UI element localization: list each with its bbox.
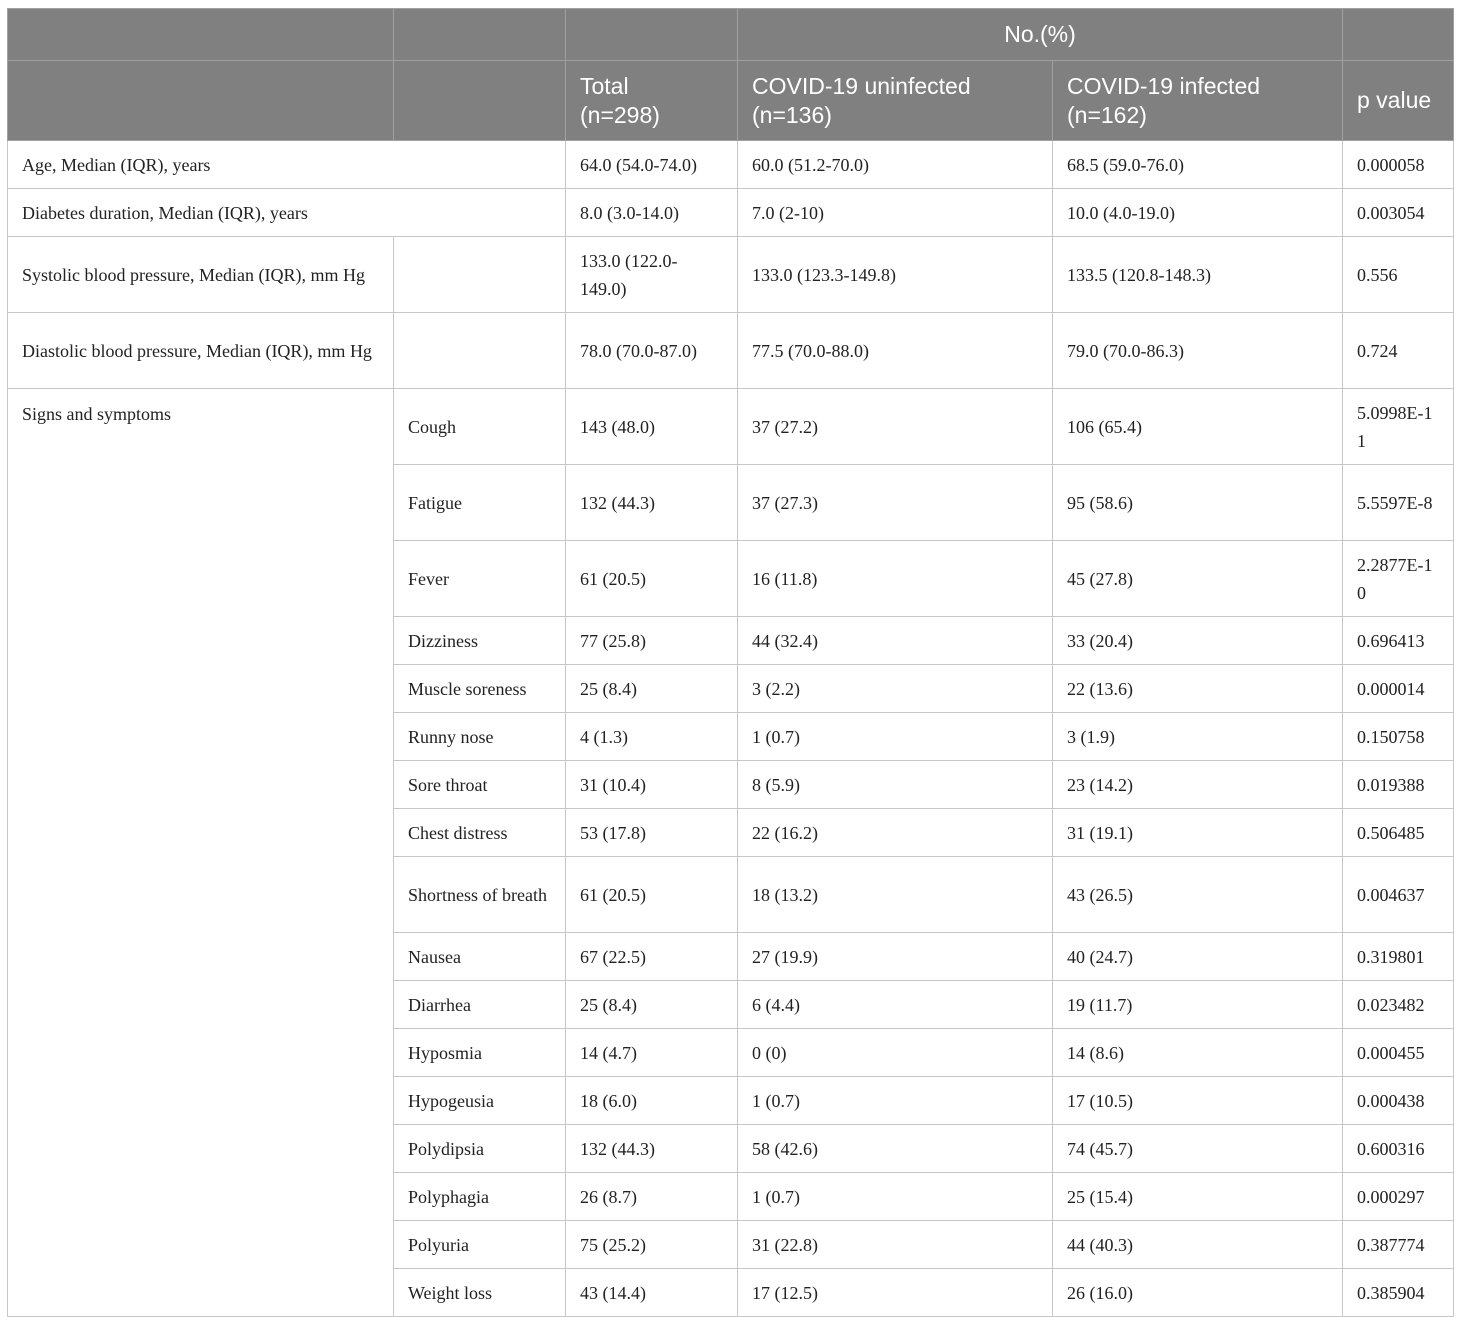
cell-infected: 22 (13.6) — [1053, 665, 1343, 713]
cell-uninfected: 60.0 (51.2-70.0) — [738, 141, 1053, 189]
cell-infected: 19 (11.7) — [1053, 981, 1343, 1029]
cell-uninfected: 8 (5.9) — [738, 761, 1053, 809]
row-label: Systolic blood pressure, Median (IQR), mm Hg — [8, 237, 394, 313]
cell-infected: 10.0 (4.0-19.0) — [1053, 189, 1343, 237]
cell-infected: 40 (24.7) — [1053, 933, 1343, 981]
symptom-label: Shortness of breath — [394, 857, 566, 933]
cell-infected: 133.5 (120.8-148.3) — [1053, 237, 1343, 313]
table-row — [8, 313, 1454, 389]
cell-blank — [394, 237, 566, 313]
table-header — [8, 9, 1454, 141]
cell-uninfected: 37 (27.3) — [738, 465, 1053, 541]
cell-infected: 68.5 (59.0-76.0) — [1053, 141, 1343, 189]
cell-infected: 23 (14.2) — [1053, 761, 1343, 809]
header-p-value: p value — [1343, 61, 1454, 141]
cell-infected: 106 (65.4) — [1053, 389, 1343, 465]
cell-infected: 95 (58.6) — [1053, 465, 1343, 541]
cell-uninfected: 0 (0) — [738, 1029, 1053, 1077]
table-row — [8, 237, 1454, 313]
header-blank — [394, 9, 566, 61]
symptom-label: Sore throat — [394, 761, 566, 809]
cell-p-value: 0.319801 — [1343, 933, 1454, 981]
cell-total: 132 (44.3) — [566, 465, 738, 541]
cell-p-value: 0.385904 — [1343, 1269, 1454, 1317]
header-total — [566, 61, 738, 141]
cell-uninfected: 18 (13.2) — [738, 857, 1053, 933]
cell-uninfected: 58 (42.6) — [738, 1125, 1053, 1173]
cell-p-value: 5.5597E-8 — [1343, 465, 1454, 541]
cell-infected: 45 (27.8) — [1053, 541, 1343, 617]
cell-uninfected: 16 (11.8) — [738, 541, 1053, 617]
cell-p-value: 0.600316 — [1343, 1125, 1454, 1173]
symptom-label: Muscle soreness — [394, 665, 566, 713]
cell-p-value: 5.0998E-11 — [1343, 389, 1454, 465]
cell-uninfected: 1 (0.7) — [738, 1077, 1053, 1125]
symptom-label: Cough — [394, 389, 566, 465]
cell-total: 4 (1.3) — [566, 713, 738, 761]
cell-p-value: 0.019388 — [1343, 761, 1454, 809]
cell-uninfected: 1 (0.7) — [738, 1173, 1053, 1221]
cell-total: 25 (8.4) — [566, 665, 738, 713]
cell-uninfected: 22 (16.2) — [738, 809, 1053, 857]
table-body — [8, 141, 1454, 1317]
cell-total: 133.0 (122.0-149.0) — [566, 237, 738, 313]
cell-uninfected: 6 (4.4) — [738, 981, 1053, 1029]
cell-p-value: 0.150758 — [1343, 713, 1454, 761]
header-infected — [1053, 61, 1343, 141]
cell-total: 31 (10.4) — [566, 761, 738, 809]
table-row — [8, 389, 1454, 465]
cell-total: 78.0 (70.0-87.0) — [566, 313, 738, 389]
cell-p-value: 0.023482 — [1343, 981, 1454, 1029]
cell-total: 61 (20.5) — [566, 857, 738, 933]
cell-total: 67 (22.5) — [566, 933, 738, 981]
cell-uninfected: 31 (22.8) — [738, 1221, 1053, 1269]
symptom-label: Chest distress — [394, 809, 566, 857]
symptom-label: Weight loss — [394, 1269, 566, 1317]
cell-infected: 74 (45.7) — [1053, 1125, 1343, 1173]
cell-total: 26 (8.7) — [566, 1173, 738, 1221]
symptom-label: Hyposmia — [394, 1029, 566, 1077]
header-uninfected-line1: COVID-19 uninfected — [752, 72, 971, 99]
cell-infected: 33 (20.4) — [1053, 617, 1343, 665]
cell-infected: 31 (19.1) — [1053, 809, 1343, 857]
header-row-columns — [8, 61, 1454, 141]
cell-total: 61 (20.5) — [566, 541, 738, 617]
cell-infected: 14 (8.6) — [1053, 1029, 1343, 1077]
cell-p-value: 2.2877E-10 — [1343, 541, 1454, 617]
cell-total: 25 (8.4) — [566, 981, 738, 1029]
header-infected-line2: (n=162) — [1067, 101, 1147, 128]
header-blank — [566, 9, 738, 61]
row-label: Diabetes duration, Median (IQR), years — [8, 189, 566, 237]
cell-p-value: 0.556 — [1343, 237, 1454, 313]
cell-infected: 25 (15.4) — [1053, 1173, 1343, 1221]
header-uninfected-line2: (n=136) — [752, 101, 832, 128]
cell-total: 14 (4.7) — [566, 1029, 738, 1077]
cell-infected: 17 (10.5) — [1053, 1077, 1343, 1125]
cell-total: 132 (44.3) — [566, 1125, 738, 1173]
cell-p-value: 0.000058 — [1343, 141, 1454, 189]
cell-infected: 26 (16.0) — [1053, 1269, 1343, 1317]
cell-total: 8.0 (3.0-14.0) — [566, 189, 738, 237]
cell-uninfected: 17 (12.5) — [738, 1269, 1053, 1317]
symptoms-group-label: Signs and symptoms — [8, 389, 394, 1317]
cell-uninfected: 7.0 (2-10) — [738, 189, 1053, 237]
cell-p-value: 0.506485 — [1343, 809, 1454, 857]
symptom-label: Runny nose — [394, 713, 566, 761]
cell-infected: 3 (1.9) — [1053, 713, 1343, 761]
data-table — [7, 8, 1454, 1317]
cell-blank — [394, 313, 566, 389]
table-row — [8, 189, 1454, 237]
header-blank — [8, 61, 394, 141]
cell-p-value: 0.000014 — [1343, 665, 1454, 713]
cell-uninfected: 3 (2.2) — [738, 665, 1053, 713]
row-label: Age, Median (IQR), years — [8, 141, 566, 189]
cell-p-value: 0.000438 — [1343, 1077, 1454, 1125]
cell-infected: 43 (26.5) — [1053, 857, 1343, 933]
cell-uninfected: 1 (0.7) — [738, 713, 1053, 761]
cell-p-value: 0.003054 — [1343, 189, 1454, 237]
cell-uninfected: 77.5 (70.0-88.0) — [738, 313, 1053, 389]
table-container — [7, 8, 1454, 1317]
symptom-label: Fatigue — [394, 465, 566, 541]
row-label: Diastolic blood pressure, Median (IQR), mm Hg — [8, 313, 394, 389]
cell-p-value: 0.000297 — [1343, 1173, 1454, 1221]
cell-infected: 44 (40.3) — [1053, 1221, 1343, 1269]
cell-p-value: 0.000455 — [1343, 1029, 1454, 1077]
header-blank — [1343, 9, 1454, 61]
header-row-group — [8, 9, 1454, 61]
cell-total: 53 (17.8) — [566, 809, 738, 857]
cell-uninfected: 44 (32.4) — [738, 617, 1053, 665]
cell-p-value: 0.724 — [1343, 313, 1454, 389]
cell-total: 18 (6.0) — [566, 1077, 738, 1125]
cell-p-value: 0.387774 — [1343, 1221, 1454, 1269]
cell-p-value: 0.696413 — [1343, 617, 1454, 665]
symptom-label: Hypogeusia — [394, 1077, 566, 1125]
header-infected-line1: COVID-19 infected — [1067, 72, 1261, 99]
header-group-label: No.(%) — [738, 9, 1343, 61]
header-blank — [8, 9, 394, 61]
header-uninfected — [738, 61, 1053, 141]
symptom-label: Fever — [394, 541, 566, 617]
table-row — [8, 141, 1454, 189]
header-total-line1: Total — [580, 72, 629, 99]
cell-uninfected: 27 (19.9) — [738, 933, 1053, 981]
cell-total: 77 (25.8) — [566, 617, 738, 665]
symptom-label: Diarrhea — [394, 981, 566, 1029]
cell-uninfected: 133.0 (123.3-149.8) — [738, 237, 1053, 313]
header-total-line2: (n=298) — [580, 101, 660, 128]
header-blank — [394, 61, 566, 141]
cell-uninfected: 37 (27.2) — [738, 389, 1053, 465]
symptom-label: Polyuria — [394, 1221, 566, 1269]
symptom-label: Dizziness — [394, 617, 566, 665]
cell-total: 43 (14.4) — [566, 1269, 738, 1317]
cell-p-value: 0.004637 — [1343, 857, 1454, 933]
symptom-label: Nausea — [394, 933, 566, 981]
symptom-label: Polydipsia — [394, 1125, 566, 1173]
cell-total: 143 (48.0) — [566, 389, 738, 465]
cell-total: 75 (25.2) — [566, 1221, 738, 1269]
cell-infected: 79.0 (70.0-86.3) — [1053, 313, 1343, 389]
cell-total: 64.0 (54.0-74.0) — [566, 141, 738, 189]
symptom-label: Polyphagia — [394, 1173, 566, 1221]
